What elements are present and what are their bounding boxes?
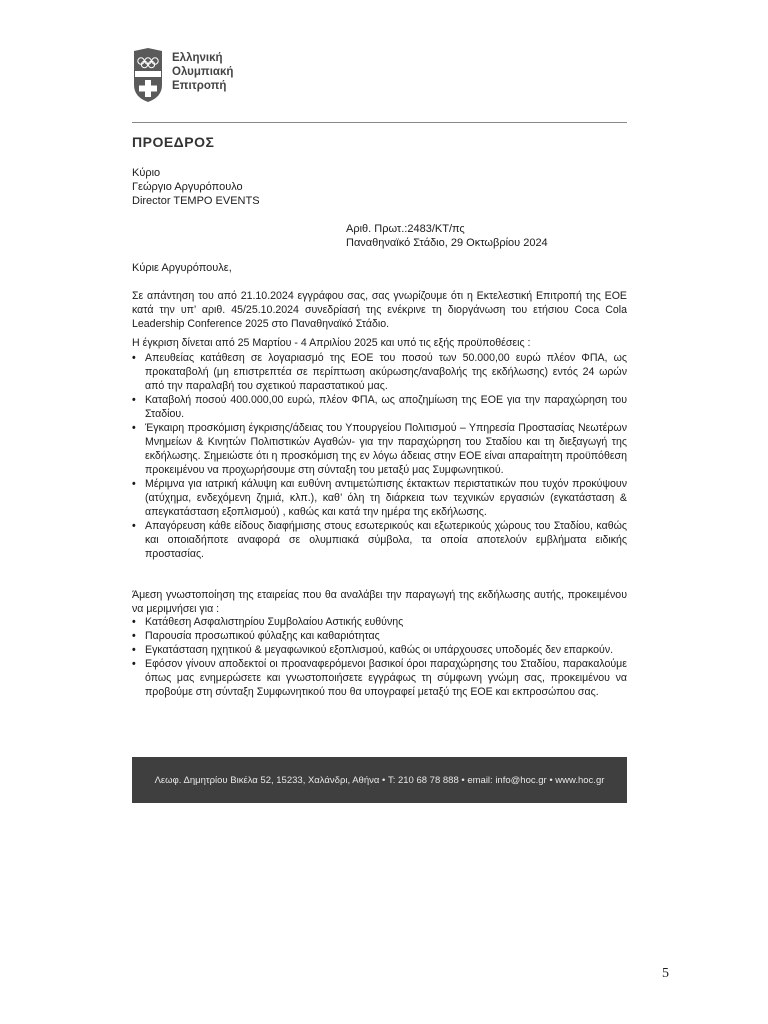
place-date: Παναθηναϊκό Στάδιο, 29 Οκτωβρίου 2024 xyxy=(346,237,548,249)
list-item: • Απευθείας κατάθεση σε λογαριασμό της ΕΟΕ του ποσού των 50.000,00 ευρώ πλέον ΦΠΑ, ως προκαταβολή (μη επιστρεπτέα σε περίπτωση ακύρωσης/αναβολής της εκδήλωσης) εντός 24 ωρών από την παραλαβή του σχετικού παραστατικού μας. xyxy=(132,351,627,393)
intro-paragraph: Σε απάντηση του από 21.10.2024 εγγράφου σας, σας γνωρίζουμε ότι η Εκτελεστική Επιτροπή της ΕΟΕ κατά την υπ’ αριθ. 45/25.10.2024 συνεδρίασή της ενέκρινε τη διοργάνωση του ετήσιου Coca Cola Leadership Conference 2025 στο Παναθηναϊκό Στάδιο. xyxy=(132,290,627,330)
list-item: • Απαγόρευση κάθε είδους διαφήμισης στους εσωτερικούς και εξωτερικούς χώρους του Σταδίου, καθώς και οποιαδήποτε αναφορά σε ολυμπιακά σύμβολα, τα οποία αποτελούν εμβλήματα ειδικής προστασίας. xyxy=(132,519,627,561)
reference-block xyxy=(346,222,548,250)
notify-paragraph: Άμεση γνωστοποίηση της εταιρείας που θα αναλάβει την παραγωγή της εκδήλωσης αυτής, προκειμένου να μεριμνήσει για : xyxy=(132,589,627,615)
recipient-line: Κύριο xyxy=(132,167,161,179)
list-item: • Εγκατάσταση ηχητικού & μεγαφωνικού εξοπλισμού, καθώς οι υπάρχουσες υποδομές δεν επαρκούν. xyxy=(132,643,627,657)
list-item: • Έγκαιρη προσκόμιση έγκρισης/άδειας του Υπουργείου Πολιτισμού – Υπηρεσία Προστασίας Νεωτέρων Μνημείων & Κινητών Πολιτιστικών Αγαθών- για την παραχώρηση του Σταδίου και τη διεξαγωγή της εκδήλωσης. Σημειώστε ότι η προσκόμιση της εν λόγω άδειας στην ΕΟΕ είναι απαραίτητη προϋπόθεση προκειμένου να προχωρήσουμε στη σύνταξη του μεταξύ μας Συμφωνητικού. xyxy=(132,421,627,477)
recipient-line: Γεώργιο Αργυρόπουλο xyxy=(132,181,243,193)
recipient-block xyxy=(132,166,260,208)
approval-paragraph: Η έγκριση δίνεται από 25 Μαρτίου - 4 Απριλίου 2025 και υπό τις εξής προϋποθέσεις : xyxy=(132,337,531,349)
salutation: Κύριε Αργυρόπουλε, xyxy=(132,262,232,274)
header-divider xyxy=(132,122,627,123)
list-item: • Παρουσία προσωπικού φύλαξης και καθαριότητας xyxy=(132,629,627,643)
requirements-list xyxy=(132,615,627,699)
page-number: 5 xyxy=(662,966,669,981)
protocol-number: Αριθ. Πρωτ.:2483/ΚΤ/πς xyxy=(346,223,465,235)
footer-address: Λεωφ. Δημητρίου Βικέλα 52, 15233, Χαλάνδρι, Αθήνα • T: 210 68 78 888 • email: info@hoc.gr • www.hoc.gr xyxy=(154,774,605,786)
letter-title: ΠΡΟΕΔΡΟΣ xyxy=(132,134,215,150)
org-name-line: Ολυμπιακή xyxy=(172,66,234,78)
footer-contact-band xyxy=(132,757,627,803)
list-item: • Μέριμνα για ιατρική κάλυψη και ευθύνη αντιμετώπισης έκτακτων περιστατικών που τυχόν προκύψουν (ατύχημα, ενδεχόμενη ζημιά, κλπ.), καθ’ όλη τη διάρκεια των τεχνικών εργασιών (εγκατάσταση & απεγκατάσταση εξοπλισμού) , καθώς και κατά την ημέρα της εκδήλωσης. xyxy=(132,477,627,519)
list-item: • Εφόσον γίνουν αποδεκτοί οι προαναφερόμενοι βασικοί όροι παραχώρησης του Σταδίου, παρακαλούμε όπως μας ενημερώσετε και γνωστοποιήσετε εγγράφως τη σύμφωνη γνώμη σας, προκειμένου να προβούμε στη σύνταξη Συμφωνητικού που θα υπογραφεί μεταξύ της ΕΟΕ και εκπροσώπου σας. xyxy=(132,657,627,699)
org-name-line: Ελληνική xyxy=(172,52,223,64)
hoc-logo xyxy=(132,47,302,105)
recipient-line: Director TEMPO EVENTS xyxy=(132,195,260,207)
conditions-list xyxy=(132,351,627,561)
org-name-line: Επιτροπή xyxy=(172,80,227,92)
olympic-shield-emblem-icon xyxy=(132,47,164,103)
list-item: • Κατάθεση Ασφαλιστηρίου Συμβολαίου Αστικής ευθύνης xyxy=(132,615,627,629)
list-item: • Καταβολή ποσού 400.000,00 ευρώ, πλέον ΦΠΑ, ως αποζημίωση της ΕΟΕ για την παραχώρηση του Σταδίου. xyxy=(132,393,627,421)
